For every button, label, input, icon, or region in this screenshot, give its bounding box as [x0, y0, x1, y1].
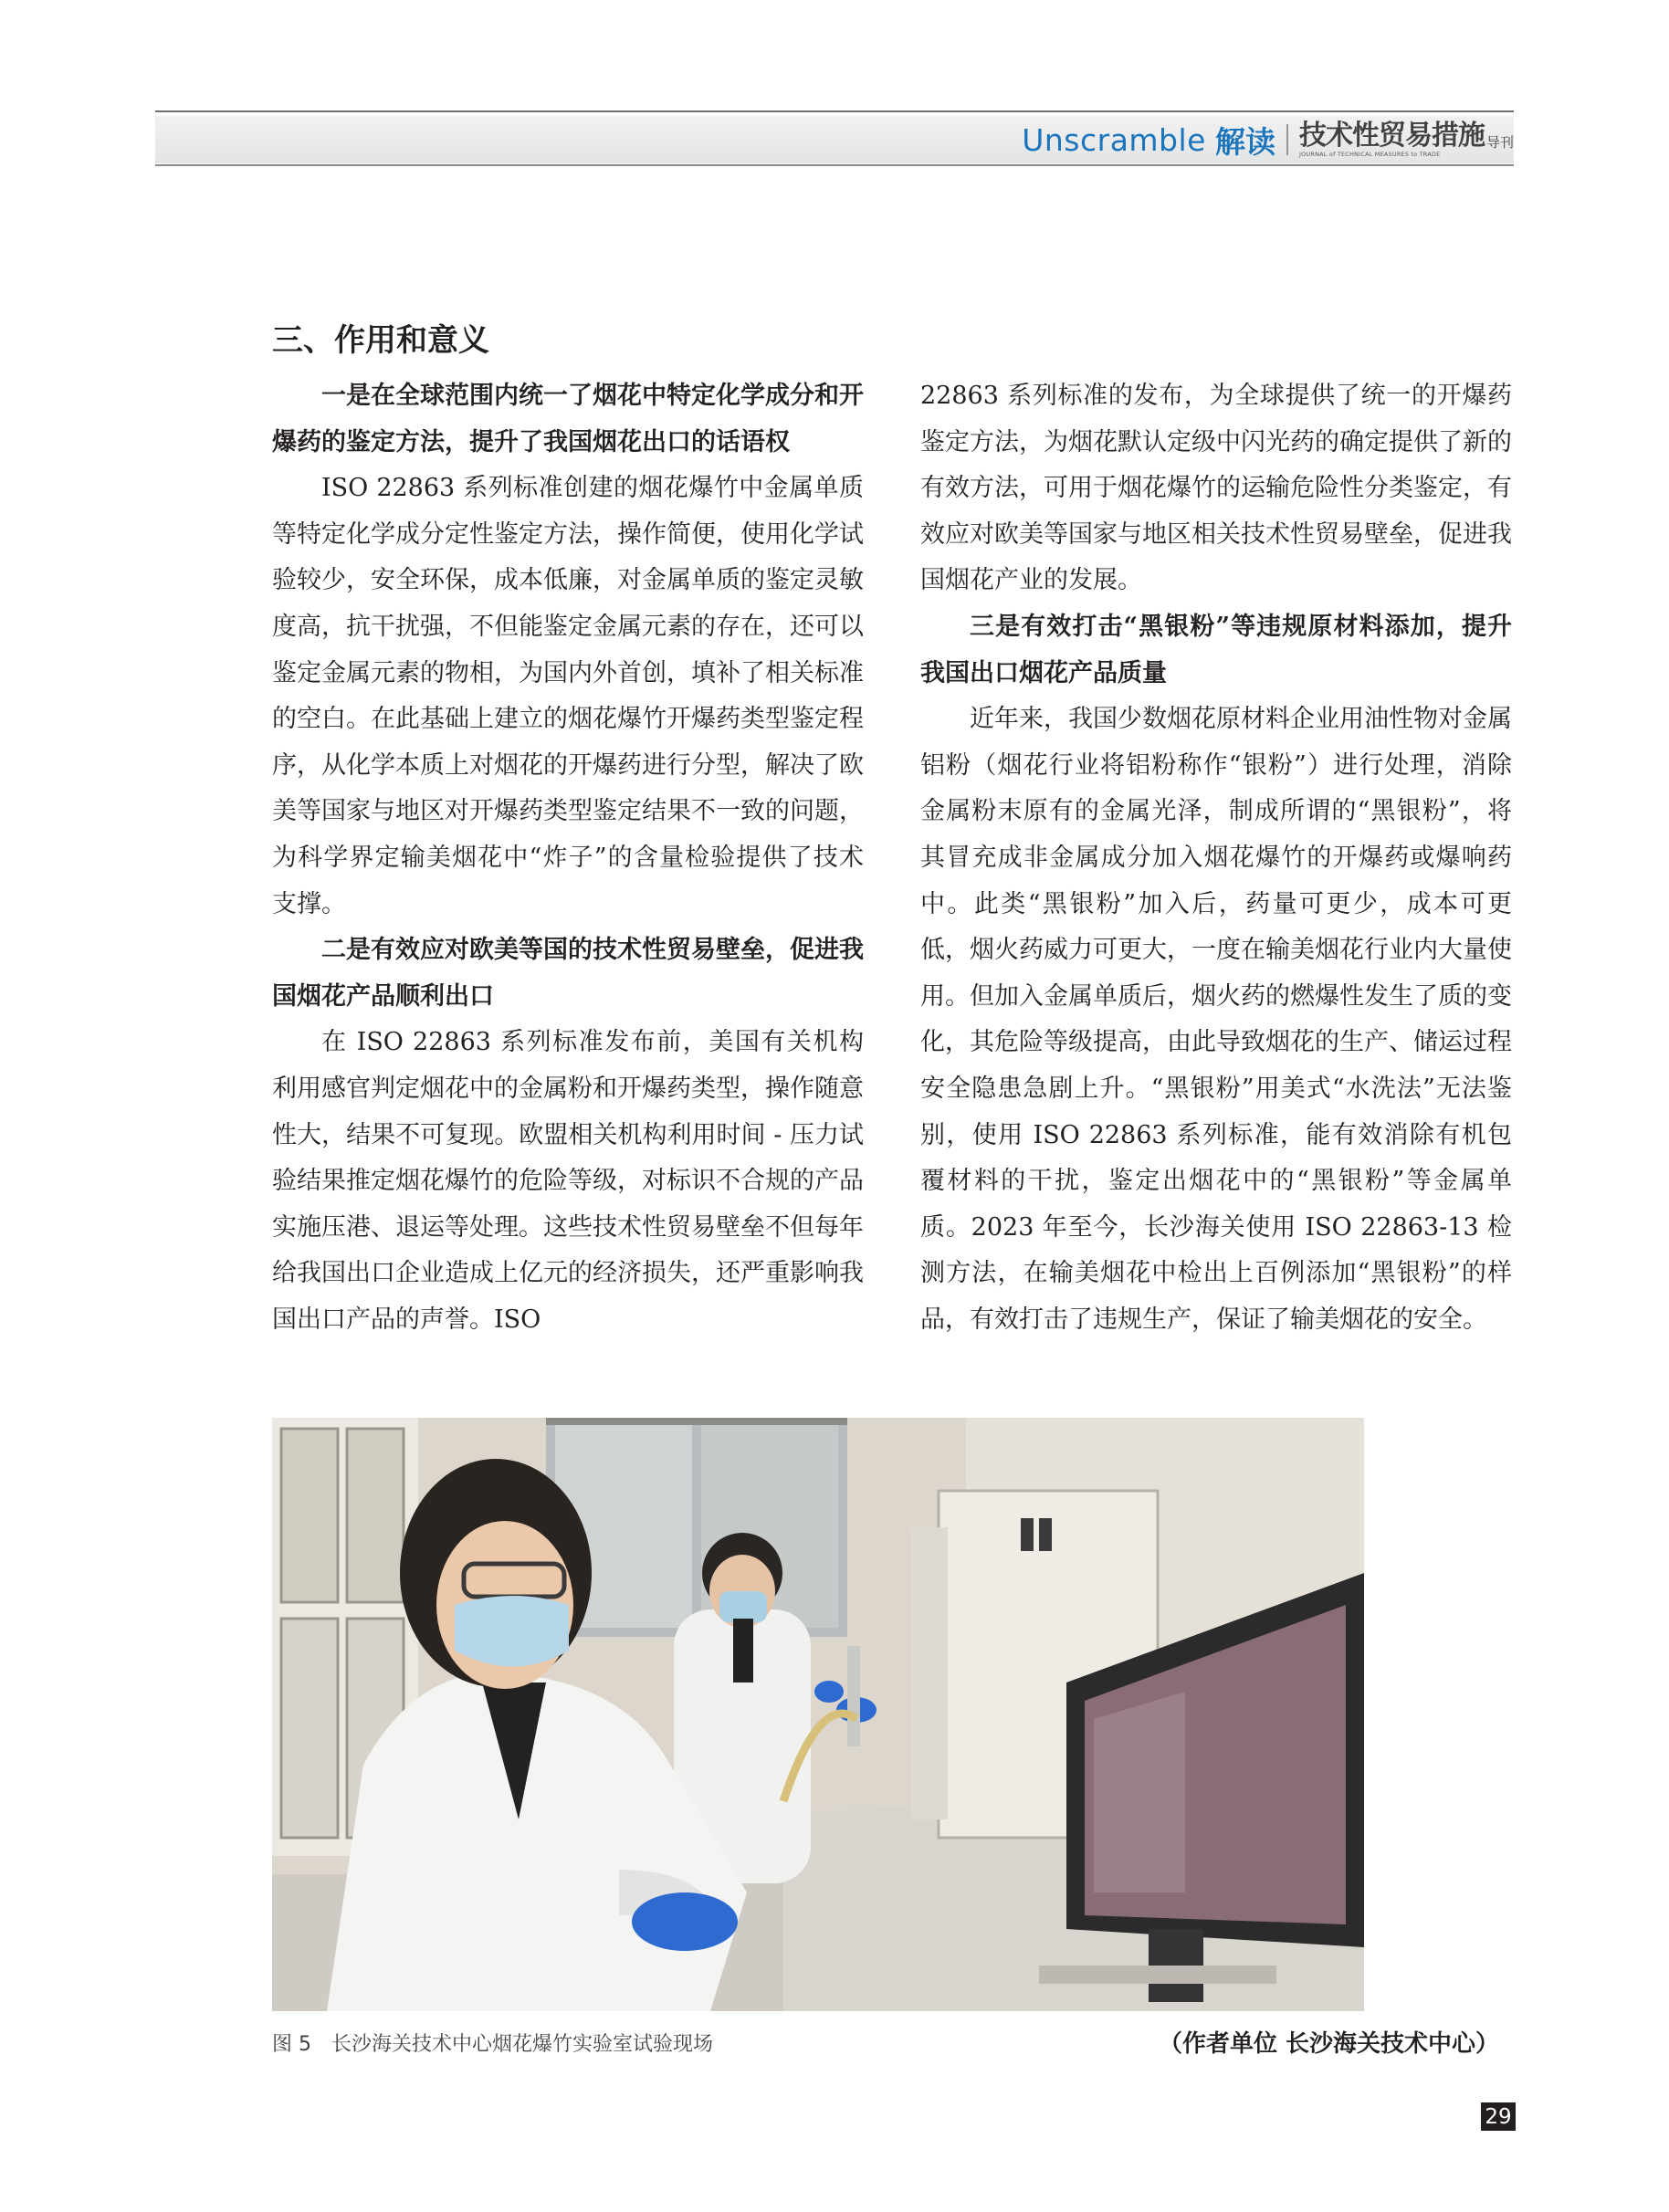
author-affiliation: （作者单位 长沙海关技术中心） [1158, 2030, 1499, 2058]
page-number: 29 [1481, 2102, 1516, 2131]
lab-photo [272, 1418, 1364, 2011]
header-rule-top [155, 110, 1514, 112]
subheading-point-two: 二是有效应对欧美等国的技术性贸易壁垒，促进我国烟花产品顺利出口 [272, 936, 864, 1011]
body-paragraph: 在 ISO 22863 系列标准发布前，美国有关机构利用感官判定烟花中的金属粉和开爆药类型，操作随意性大，结果不可复现。欧盟相关机构利用时间 - 压力试验结果推定烟花爆竹的危险等级，对标识不合规的产品实施压港、退运等处理。这些技术性贸易壁垒不但每年给我国出口企业造成上亿元的经济损失，还严重影响我国出口产品的声誉。ISO [272, 1028, 864, 1334]
header-rule-bottom [155, 164, 1514, 166]
body-paragraph: 近年来，我国少数烟花原材料企业用油性物对金属铝粉（烟花行业将铝粉称作“银粉”）进行处理，消除金属粉末原有的金属光泽，制成所谓的“黑银粉”，将其冒充成非金属成分加入烟花爆竹的开爆药或爆响药中。此类“黑银粉”加入后，药量可更少，成本可更低，烟火药威力可更大，一度在输美烟花行业内大量使用。但加入金属单质后，烟火药的燃爆性发生了质的变化，其危险等级提高，由此导致烟花的生产、储运过程安全隐患急剧上升。“黑银粉”用美式“水洗法”无法鉴别，使用 ISO 22863 系列标准，能有效消除有机包覆材料的干扰，鉴定出烟花中的“黑银粉”等金属单质。2023 年至今，长沙海关使用 ISO 22863-13 检测方法，在输美烟花中检出上百例添加“黑银粉”的样品，有效打击了违规生产，保证了输美烟花的安全。 [920, 705, 1512, 1334]
journal-title-en: JOURNAL of TECHNICAL MEASURES to TRADE [1298, 150, 1441, 158]
journal-title-cn: 技术性贸易措施 [1298, 119, 1485, 152]
body-paragraph: ISO 22863 系列标准创建的烟花爆竹中金属单质等特定化学成分定性鉴定方法，操作简便，使用化学试验较少，安全环保，成本低廉，对金属单质的鉴定灵敏度高，抗干扰强，不但能鉴定金属元素的存在，还可以鉴定金属元素的物相，为国内外首创，填补了相关标准的空白。在此基础上建立的烟花爆竹开爆药类型鉴定程序，从化学本质上对烟花的开爆药进行分型，解决了欧美等国家与地区对开爆药类型鉴定结果不一致的问题，为科学界定输美烟花中“炸子”的含量检验提供了技术支撑。 [272, 474, 864, 918]
journal-title-suffix: 导刊 [1485, 133, 1514, 151]
right-column [920, 373, 1512, 1343]
figure-caption: 图 5 长沙海关技术中心烟花爆竹实验室试验现场 [272, 2033, 713, 2056]
subheading-point-one: 一是在全球范围内统一了烟花中特定化学成分和开爆药的鉴定方法，提升了我国烟花出口的话语权 [272, 382, 864, 456]
section-label-en: Unscramble [1022, 121, 1206, 158]
body-paragraph-continued: 22863 系列标准的发布，为全球提供了统一的开爆药鉴定方法，为烟花默认定级中闪光药的确定提供了新的有效方法，可用于烟花爆竹的运输危险性分类鉴定，有效应对欧美等国家与地区相关技术性贸易壁垒，促进我国烟花产业的发展。 [920, 382, 1512, 595]
header-divider [1286, 124, 1288, 155]
running-header [1022, 117, 1514, 162]
section-heading: 三、作用和意义 [272, 322, 489, 359]
section-label-cn: 解读 [1214, 123, 1275, 160]
left-column [272, 373, 864, 1343]
subheading-point-three: 三是有效打击“黑银粉”等违规原材料添加，提升我国出口烟花产品质量 [920, 612, 1512, 687]
journal-logo [1298, 119, 1514, 158]
